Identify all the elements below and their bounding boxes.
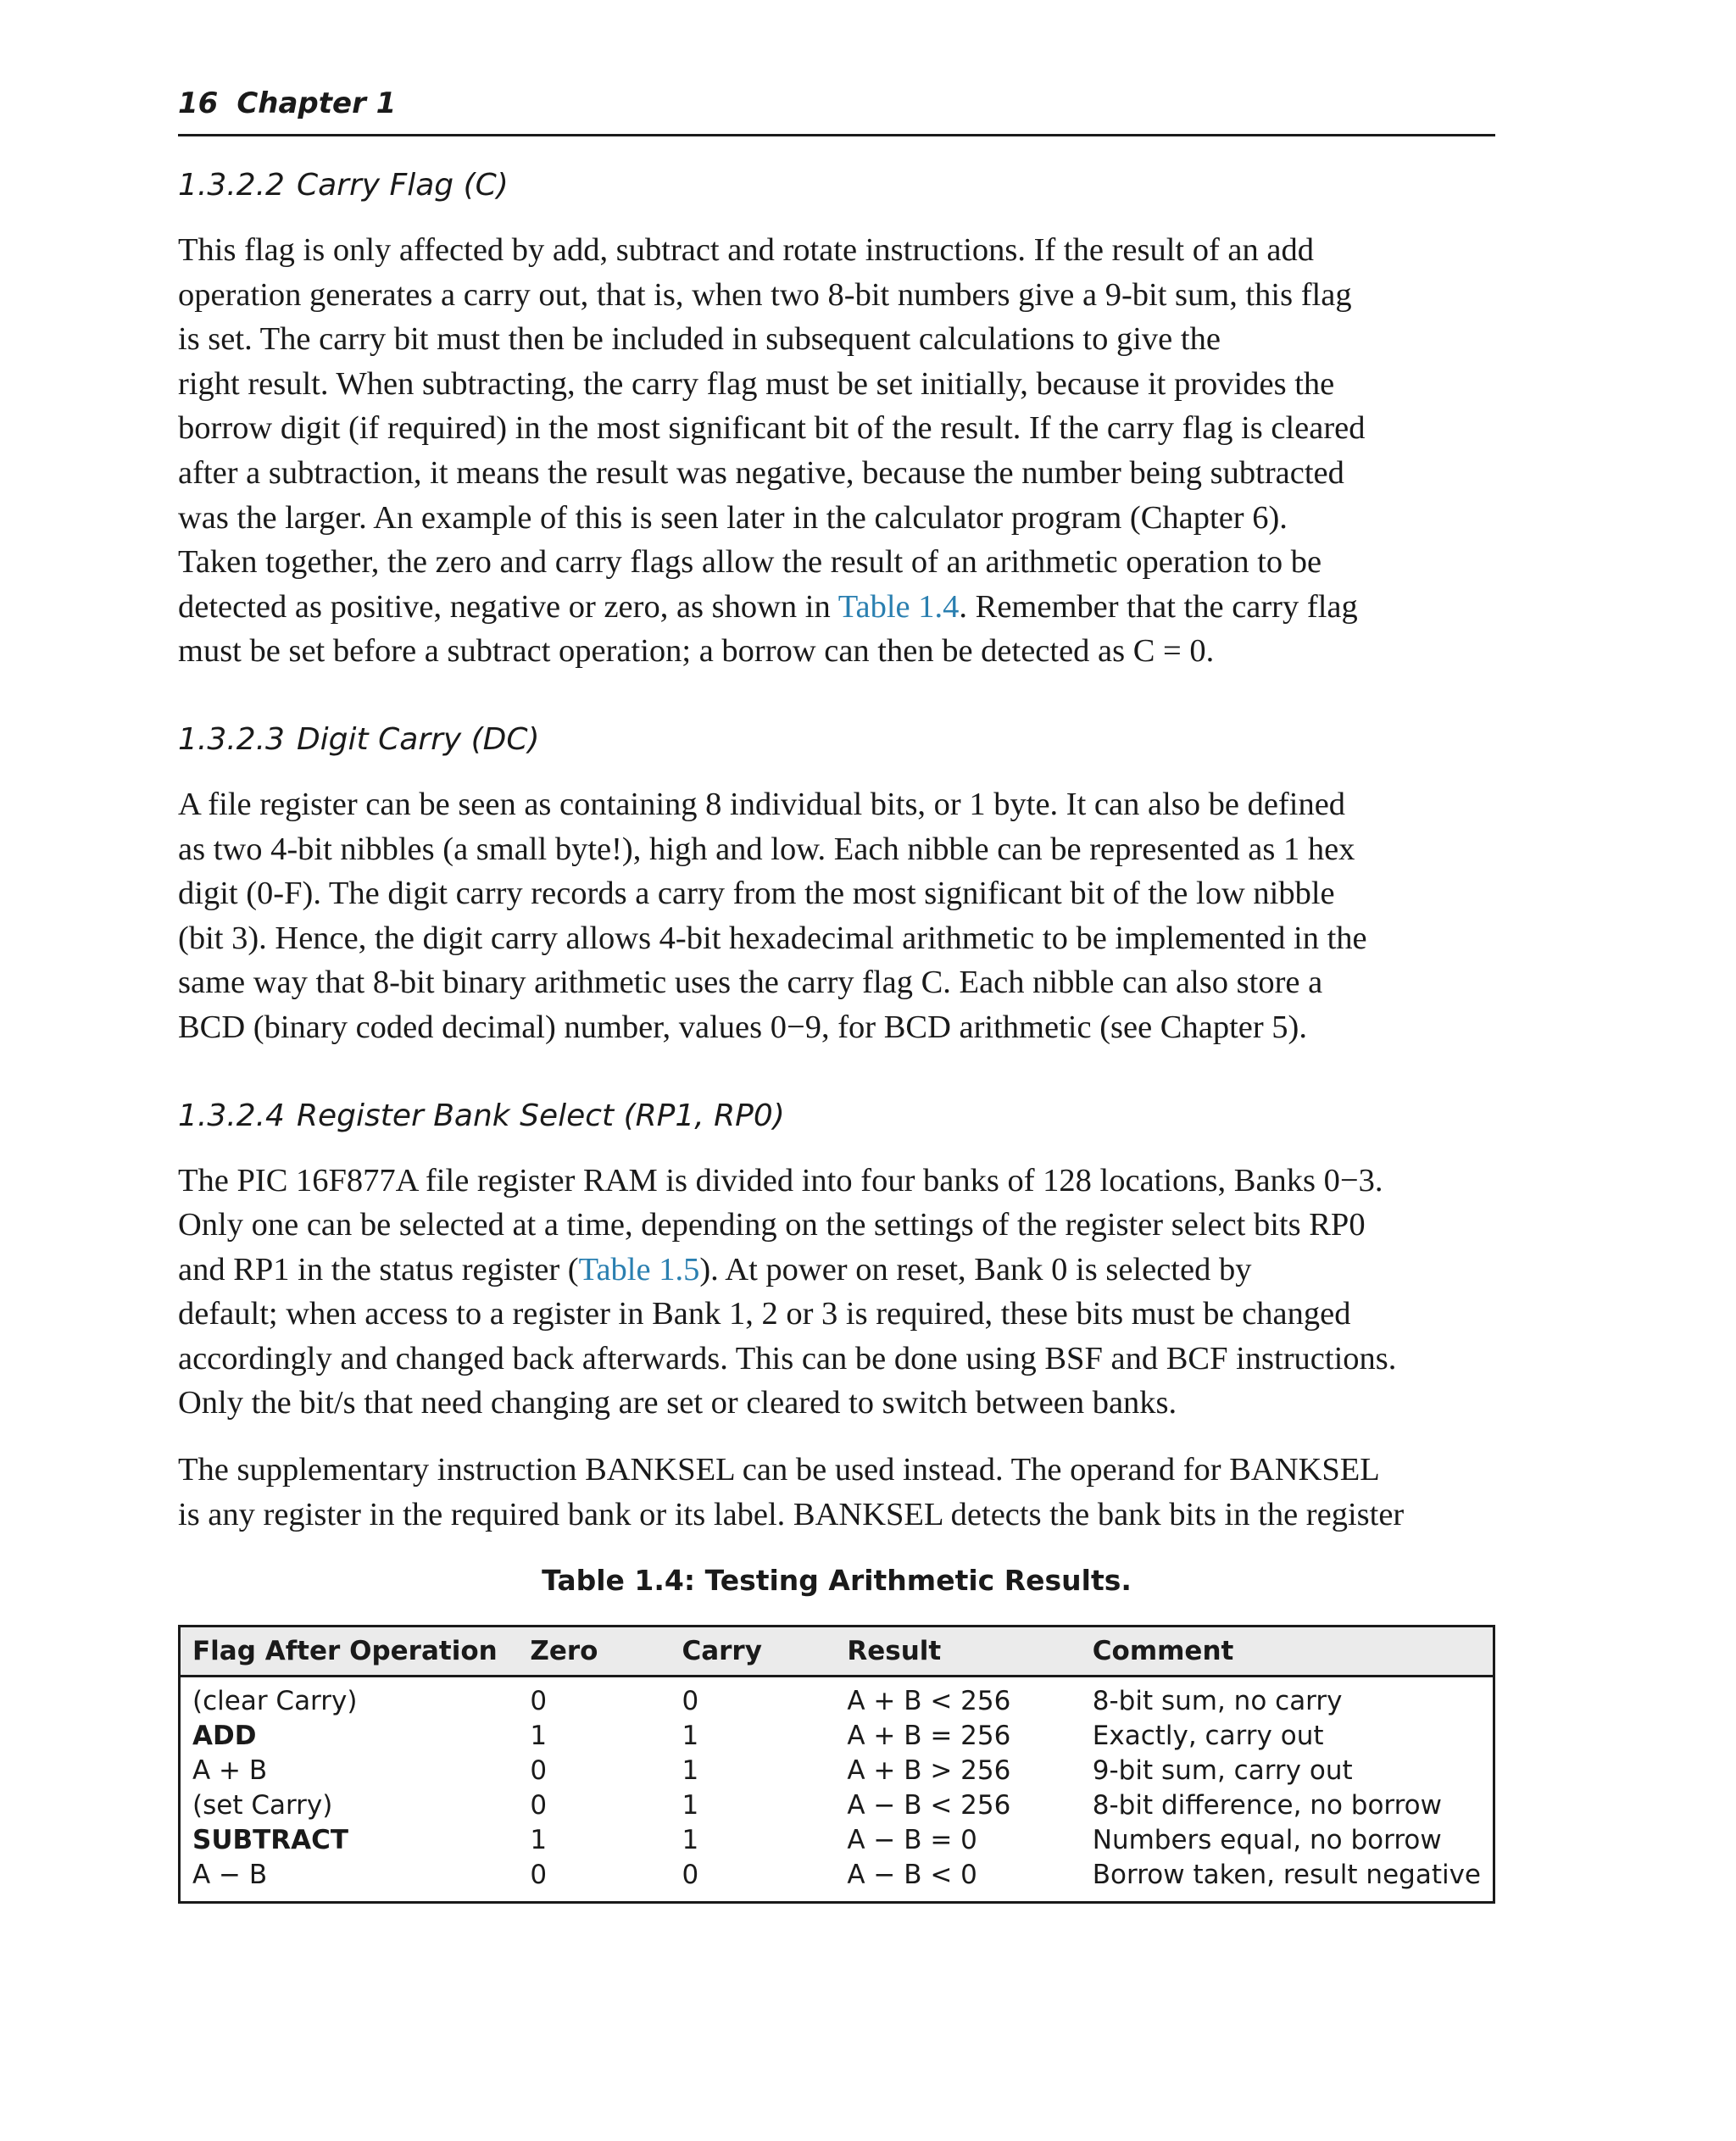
section-heading-digit-carry <box>178 720 1495 760</box>
cell-operation: A + B <box>192 1755 268 1787</box>
cell-zero: 0 <box>530 1755 548 1787</box>
table-header-row <box>180 1627 1494 1677</box>
header-comment: Comment <box>1081 1627 1494 1677</box>
table-row <box>180 1823 1494 1858</box>
cell-comment: 9-bit sum, carry out <box>1092 1755 1353 1787</box>
arithmetic-results-table <box>178 1625 1495 1904</box>
paragraph-register-bank <box>178 1159 1495 1426</box>
paragraph-text: The PIC 16F877A file register RAM is divided into four banks of 128 locations, Banks 0−3. Only one can be selected at a time, depending on the settings of the register select bits RP0 and RP1 in the status register ( <box>178 1162 1383 1287</box>
cell-operation: SUBTRACT <box>192 1825 349 1856</box>
running-head <box>178 81 1495 136</box>
section-number: 1.3.2.3 <box>178 721 285 757</box>
paragraph-text: This flag is only affected by add, subtract and rotate instructions. If the result of an add operation generates a carry out, that is, when two 8-bit numbers give a 9-bit sum, this flag is set. The carry bit must then be included in subsequent calculations to give the right result. When subtracting, the carry flag must be set initially, because it provides the borrow digit (if required) in the most significant bit of the result. If the carry flag is cleared after a subtraction, it means the result was negative, because the number being subtracted was the larger. An example of this is seen later in the calculator program (Chapter 6). Taken together, the zero and carry flags allow the result of an arithmetic operation to be detected as positive, negative or zero, as shown in <box>178 232 1366 625</box>
page <box>178 81 1495 1904</box>
section-title: Digit Carry (DC) <box>296 721 540 757</box>
table-row <box>180 1788 1494 1823</box>
cell-operation: (clear Carry) <box>192 1686 358 1717</box>
cell-carry: 1 <box>682 1825 699 1856</box>
cell-result: A + B = 256 <box>847 1721 1011 1752</box>
cell-comment: Numbers equal, no borrow <box>1092 1825 1442 1856</box>
table-row <box>180 1754 1494 1788</box>
section-number: 1.3.2.2 <box>178 168 285 203</box>
cell-carry: 1 <box>682 1790 699 1821</box>
cell-zero: 0 <box>530 1790 548 1821</box>
section-title: Carry Flag (C) <box>296 168 509 203</box>
cell-operation: ADD <box>192 1721 257 1752</box>
cell-result: A − B < 0 <box>847 1860 977 1891</box>
table-row <box>180 1677 1494 1720</box>
chapter-label: Chapter 1 <box>236 86 397 120</box>
paragraph-banksel: The supplementary instruction BANKSEL can be used instead. The operand for BANKSEL is any register in the required bank or its label. BANKSEL detects the bank bits in the register <box>178 1452 1405 1532</box>
cell-carry: 1 <box>682 1721 699 1752</box>
cell-zero: 1 <box>530 1721 548 1752</box>
paragraph-text: . Remember that the carry flag must be set before a subtract operation; a borrow can then be detected as C = 0. <box>178 588 1358 670</box>
cell-carry: 0 <box>682 1686 699 1717</box>
section-heading-carry-flag <box>178 165 1495 206</box>
cell-result: A + B < 256 <box>847 1686 1011 1717</box>
cell-operation: (set Carry) <box>192 1790 333 1821</box>
cell-carry: 1 <box>682 1755 699 1787</box>
cell-result: A − B < 256 <box>847 1790 1011 1821</box>
page-number: 16 <box>178 86 219 120</box>
header-carry: Carry <box>670 1627 835 1677</box>
section-heading-register-bank-select <box>178 1096 1495 1137</box>
cell-comment: Borrow taken, result negative <box>1092 1860 1481 1891</box>
cell-zero: 1 <box>530 1825 548 1856</box>
header-flag-after-operation: Flag After Operation <box>180 1627 519 1677</box>
cell-comment: 8-bit difference, no borrow <box>1092 1790 1442 1821</box>
table-1-4-link[interactable]: Table 1.4 <box>837 588 960 625</box>
cell-comment: Exactly, carry out <box>1092 1721 1324 1752</box>
table-1-5-link[interactable]: Table 1.5 <box>578 1251 700 1287</box>
cell-operation: A − B <box>192 1860 268 1891</box>
table-row <box>180 1719 1494 1754</box>
cell-result: A + B > 256 <box>847 1755 1011 1787</box>
cell-result: A − B = 0 <box>847 1825 977 1856</box>
table-caption: Table 1.4: Testing Arithmetic Results. <box>542 1564 1132 1598</box>
cell-zero: 0 <box>530 1860 548 1891</box>
cell-comment: 8-bit sum, no carry <box>1092 1686 1343 1717</box>
section-number: 1.3.2.4 <box>178 1098 285 1133</box>
paragraph-text: ). At power on reset, Bank 0 is selected by default; when access to a register in Bank 1, 2 or 3 is required, these bits must be changed accordingly and changed back afterwards. This can be done using BSF and BCF instructions. Only the bit/s that need changing are set or cleared to switch between banks. <box>178 1251 1397 1421</box>
paragraph-digit-carry: A file register can be seen as containing 8 individual bits, or 1 byte. It can also be defined as two 4-bit nibbles (a small byte!), high and low. Each nibble can be represented as 1 hex digit (0-F). The digit carry records a carry from the most significant bit of the low nibble (bit 3). Hence, the digit carry allows 4-bit hexadecimal arithmetic to be implemented in the same way that 8-bit binary arithmetic uses the carry flag C. Each nibble can also store a BCD (binary coded decimal) number, values 0−9, for BCD arithmetic (see Chapter 5). <box>178 786 1367 1045</box>
header-zero: Zero <box>518 1627 670 1677</box>
cell-carry: 0 <box>682 1860 699 1891</box>
section-title: Register Bank Select (RP1, RP0) <box>296 1098 785 1133</box>
header-result: Result <box>835 1627 1080 1677</box>
paragraph-carry-flag <box>178 228 1495 674</box>
table-row <box>180 1858 1494 1903</box>
cell-zero: 0 <box>530 1686 548 1717</box>
